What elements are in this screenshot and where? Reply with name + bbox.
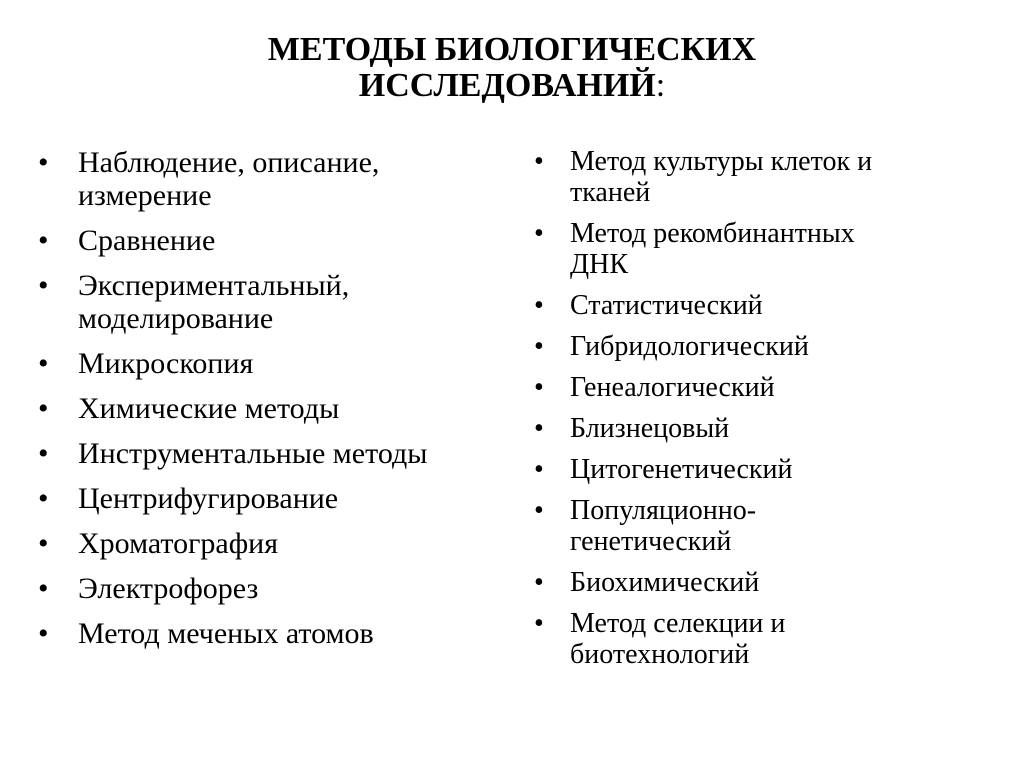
right-list-item-line-1: Метод селекции и xyxy=(570,608,786,639)
left-list-item-line-1: Микроскопия xyxy=(78,347,254,380)
right-list-item xyxy=(534,218,1004,280)
left-list-item-line-1: Химические методы xyxy=(78,392,340,425)
left-list-item-line-2: измерение xyxy=(78,179,212,212)
bullet-icon: • xyxy=(534,290,544,321)
left-list-item-line-2: моделирование xyxy=(78,302,274,335)
bullet-icon: • xyxy=(534,413,544,444)
right-list-item-line-1: Генеалогический xyxy=(570,372,775,403)
right-list-item-line-1: Близнецовый xyxy=(570,413,730,444)
left-list-item xyxy=(38,269,524,335)
right-methods-list xyxy=(534,146,1004,680)
left-list-item-line-1: Электрофорез xyxy=(78,572,259,605)
bullet-icon: • xyxy=(534,218,544,249)
left-list-item xyxy=(38,617,524,650)
title-line-2 xyxy=(0,68,1024,104)
left-list-item xyxy=(38,527,524,560)
left-list-item-line-1: Наблюдение, описание, xyxy=(78,146,380,179)
right-list-item xyxy=(534,495,1004,557)
title-line-1: МЕТОДЫ БИОЛОГИЧЕСКИХ xyxy=(267,31,757,68)
right-list-item xyxy=(534,372,1004,403)
right-list-item-line-1: Метод культуры клеток и xyxy=(570,146,873,177)
right-list-item xyxy=(534,331,1004,362)
left-list-item xyxy=(38,224,524,257)
bullet-icon: • xyxy=(38,392,49,425)
bullet-icon: • xyxy=(38,437,49,470)
bullet-icon: • xyxy=(534,372,544,403)
right-list-item-line-1: Гибридологический xyxy=(570,331,809,362)
bullet-icon: • xyxy=(534,608,544,639)
left-list-item-line-1: Сравнение xyxy=(78,224,216,257)
left-list-item-line-1: Экспериментальный, xyxy=(78,269,350,302)
right-list-item xyxy=(534,608,1004,670)
right-list-item xyxy=(534,567,1004,598)
left-list-item-line-1: Инструментальные методы xyxy=(78,437,428,470)
right-list-item-line-1: Популяционно- xyxy=(570,495,757,526)
right-list-item-line-2: генетический xyxy=(570,526,732,557)
left-list-item-line-1: Метод меченых атомов xyxy=(78,617,374,650)
bullet-icon: • xyxy=(38,146,49,179)
bullet-icon: • xyxy=(38,347,49,380)
bullet-icon: • xyxy=(534,567,544,598)
title-line-2-text: ИССЛЕДОВАНИЙ xyxy=(358,67,656,104)
right-list-item xyxy=(534,146,1004,208)
right-list-item-line-1: Биохимический xyxy=(570,567,760,598)
bullet-icon: • xyxy=(534,454,544,485)
left-list-item xyxy=(38,347,524,380)
left-list-item-line-1: Центрифугирование xyxy=(78,482,339,515)
right-list-item-line-1: Цитогенетический xyxy=(570,454,793,485)
left-methods-list xyxy=(38,146,524,662)
left-list-item xyxy=(38,392,524,425)
bullet-icon: • xyxy=(534,495,544,526)
right-list-item-line-2: ДНК xyxy=(570,249,628,280)
bullet-icon: • xyxy=(38,224,49,257)
title-colon: : xyxy=(655,67,666,104)
right-list-item xyxy=(534,454,1004,485)
page-title xyxy=(0,32,1024,104)
left-list-item xyxy=(38,572,524,605)
right-list-item-line-1: Метод рекомбинантных xyxy=(570,218,855,249)
right-list-item-line-2: тканей xyxy=(570,177,651,208)
bullet-icon: • xyxy=(38,527,49,560)
bullet-icon: • xyxy=(38,269,49,302)
bullet-icon: • xyxy=(534,146,544,177)
bullet-icon: • xyxy=(534,331,544,362)
bullet-icon: • xyxy=(38,572,49,605)
bullet-icon: • xyxy=(38,482,49,515)
right-list-item xyxy=(534,413,1004,444)
right-list-item-line-1: Статистический xyxy=(570,290,763,321)
left-list-item xyxy=(38,146,524,212)
right-list-item-line-2: биотехнологий xyxy=(570,639,750,670)
bullet-icon: • xyxy=(38,617,49,650)
left-list-item-line-1: Хроматография xyxy=(78,527,279,560)
right-list-item xyxy=(534,290,1004,321)
left-list-item xyxy=(38,482,524,515)
left-list-item xyxy=(38,437,524,470)
